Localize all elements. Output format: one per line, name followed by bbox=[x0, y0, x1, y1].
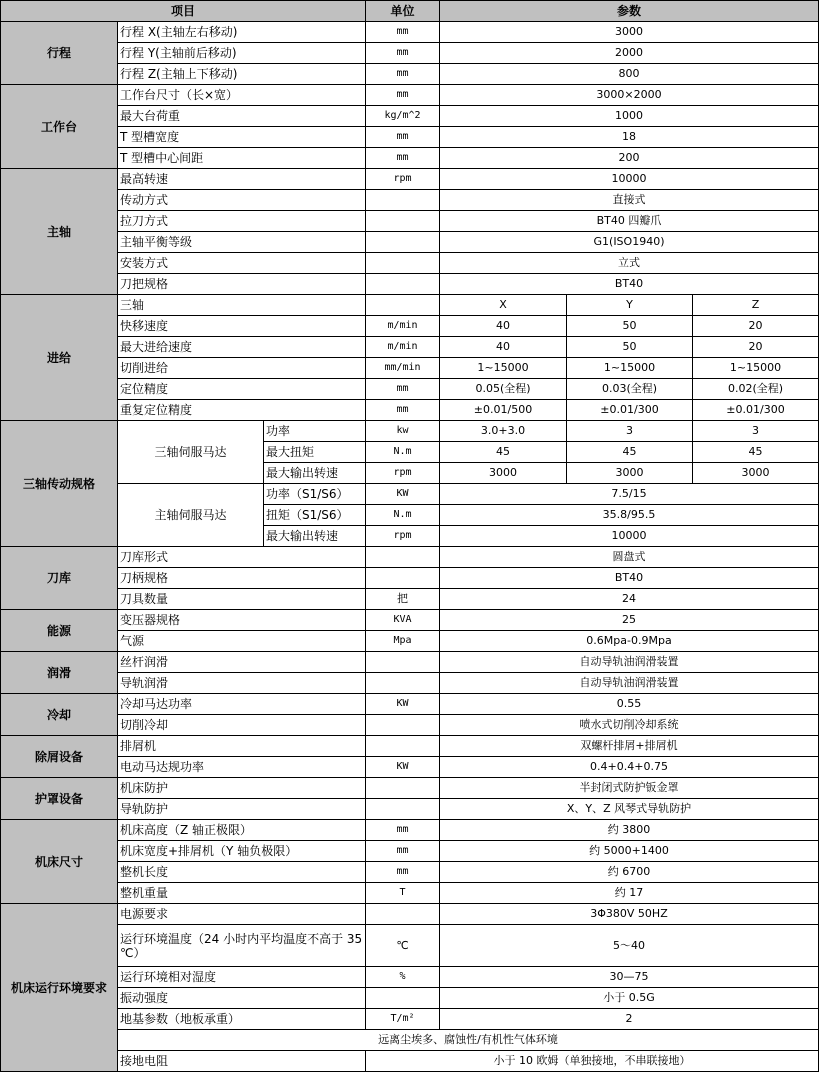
row-value: 0.6Mpa-0.9Mpa bbox=[440, 631, 819, 652]
row-name: 运行环境温度（24 小时内平均温度不高于 35 ℃） bbox=[118, 925, 366, 967]
axis-x: X bbox=[440, 295, 567, 316]
row-name: 机床高度（Z 轴正极限） bbox=[118, 820, 366, 841]
row-name: 切削进给 bbox=[118, 358, 366, 379]
category-worktable: 工作台 bbox=[1, 85, 118, 169]
row-value: 2 bbox=[440, 1009, 819, 1030]
row-value: BT40 bbox=[440, 274, 819, 295]
row-name: 接地电阻 bbox=[118, 1051, 366, 1072]
table-row bbox=[1, 799, 819, 820]
row-value: 24 bbox=[440, 589, 819, 610]
row-unit bbox=[366, 232, 440, 253]
row-unit bbox=[366, 988, 440, 1009]
row-unit bbox=[366, 295, 440, 316]
category-feed: 进给 bbox=[1, 295, 118, 421]
table-row bbox=[1, 988, 819, 1009]
row-unit: m/min bbox=[366, 316, 440, 337]
table-row bbox=[1, 904, 819, 925]
row-unit: mm/min bbox=[366, 358, 440, 379]
row-unit: % bbox=[366, 967, 440, 988]
row-unit: T bbox=[366, 883, 440, 904]
row-name: 刀柄规格 bbox=[118, 568, 366, 589]
row-value: 小于 0.5G bbox=[440, 988, 819, 1009]
row-name: 机床防护 bbox=[118, 778, 366, 799]
table-row bbox=[1, 253, 819, 274]
row-unit: rpm bbox=[366, 526, 440, 547]
row-unit: T/m² bbox=[366, 1009, 440, 1030]
row-value: 10000 bbox=[440, 169, 819, 190]
row-name: 行程 X(主轴左右移动) bbox=[118, 22, 366, 43]
row-value: 25 bbox=[440, 610, 819, 631]
row-value: 小于 10 欧姆（单独接地，不串联接地） bbox=[366, 1051, 819, 1072]
row-unit bbox=[366, 547, 440, 568]
row-unit: rpm bbox=[366, 463, 440, 484]
row-unit: mm bbox=[366, 127, 440, 148]
row-unit: rpm bbox=[366, 169, 440, 190]
row-name: 行程 Y(主轴前后移动) bbox=[118, 43, 366, 64]
category-cooling: 冷却 bbox=[1, 694, 118, 736]
row-name: 刀把规格 bbox=[118, 274, 366, 295]
row-name: 刀库形式 bbox=[118, 547, 366, 568]
row-unit: ℃ bbox=[366, 925, 440, 967]
category-travel: 行程 bbox=[1, 22, 118, 85]
value-y: 50 bbox=[567, 316, 693, 337]
category-chip: 除屑设备 bbox=[1, 736, 118, 778]
table-row bbox=[1, 421, 819, 442]
row-name: 功率（S1/S6） bbox=[264, 484, 366, 505]
value-z: ±0.01/300 bbox=[693, 400, 819, 421]
row-value: BT40 四瓣爪 bbox=[440, 211, 819, 232]
table-row bbox=[1, 169, 819, 190]
row-value: 7.5/15 bbox=[440, 484, 819, 505]
row-unit: mm bbox=[366, 85, 440, 106]
value-z: 1~15000 bbox=[693, 358, 819, 379]
row-name: 气源 bbox=[118, 631, 366, 652]
environment-note: 远离尘埃多、腐蚀性/有机性气体环境 bbox=[118, 1030, 819, 1051]
table-row bbox=[1, 568, 819, 589]
category-magazine: 刀库 bbox=[1, 547, 118, 610]
row-unit: kg/m^2 bbox=[366, 106, 440, 127]
row-name: 扭矩（S1/S6） bbox=[264, 505, 366, 526]
row-value: 3000 bbox=[440, 22, 819, 43]
value-y: 45 bbox=[567, 442, 693, 463]
axis-y: Y bbox=[567, 295, 693, 316]
row-unit: mm bbox=[366, 64, 440, 85]
table-row bbox=[1, 358, 819, 379]
row-name: 机床宽度+排屑机（Y 轴负极限） bbox=[118, 841, 366, 862]
value-z: 3 bbox=[693, 421, 819, 442]
spindle-servo-label: 主轴伺服马达 bbox=[118, 484, 264, 547]
value-x: 3000 bbox=[440, 463, 567, 484]
table-row bbox=[1, 589, 819, 610]
table-row bbox=[1, 631, 819, 652]
row-value: 18 bbox=[440, 127, 819, 148]
category-guard: 护罩设备 bbox=[1, 778, 118, 820]
value-x: 40 bbox=[440, 337, 567, 358]
row-unit: Mpa bbox=[366, 631, 440, 652]
row-unit: KW bbox=[366, 694, 440, 715]
row-name: 行程 Z(主轴上下移动) bbox=[118, 64, 366, 85]
row-value: 3Φ380V 50HZ bbox=[440, 904, 819, 925]
table-row bbox=[1, 967, 819, 988]
table-row bbox=[1, 883, 819, 904]
row-name: 快移速度 bbox=[118, 316, 366, 337]
table-row bbox=[1, 610, 819, 631]
table-row bbox=[1, 295, 819, 316]
row-unit: mm bbox=[366, 820, 440, 841]
table-row bbox=[1, 652, 819, 673]
row-unit bbox=[366, 799, 440, 820]
table-row bbox=[1, 85, 819, 106]
value-y: ±0.01/300 bbox=[567, 400, 693, 421]
row-unit bbox=[366, 673, 440, 694]
header-item: 项目 bbox=[1, 1, 366, 22]
row-value: 圆盘式 bbox=[440, 547, 819, 568]
row-value: 1000 bbox=[440, 106, 819, 127]
header-unit: 单位 bbox=[366, 1, 440, 22]
row-name: 最高转速 bbox=[118, 169, 366, 190]
row-unit: m/min bbox=[366, 337, 440, 358]
row-unit bbox=[366, 568, 440, 589]
row-unit: mm bbox=[366, 862, 440, 883]
row-name: 拉刀方式 bbox=[118, 211, 366, 232]
table-row bbox=[1, 778, 819, 799]
row-name: 工作台尺寸（长×宽） bbox=[118, 85, 366, 106]
row-value: 自动导轨油润滑装置 bbox=[440, 673, 819, 694]
row-name: 三轴 bbox=[118, 295, 366, 316]
value-y: 50 bbox=[567, 337, 693, 358]
row-unit: 把 bbox=[366, 589, 440, 610]
table-row bbox=[1, 484, 819, 505]
row-unit: KW bbox=[366, 484, 440, 505]
row-value: 800 bbox=[440, 64, 819, 85]
table-row bbox=[1, 190, 819, 211]
category-size: 机床尺寸 bbox=[1, 820, 118, 904]
row-unit bbox=[366, 253, 440, 274]
table-row bbox=[1, 127, 819, 148]
row-value: X、Y、Z 风琴式导轨防护 bbox=[440, 799, 819, 820]
table-row bbox=[1, 1030, 819, 1051]
row-name: 功率 bbox=[264, 421, 366, 442]
value-x: 45 bbox=[440, 442, 567, 463]
row-value: 200 bbox=[440, 148, 819, 169]
row-value: 约 17 bbox=[440, 883, 819, 904]
row-name: 主轴平衡等级 bbox=[118, 232, 366, 253]
row-value: 直接式 bbox=[440, 190, 819, 211]
table-row bbox=[1, 673, 819, 694]
row-unit: N.m bbox=[366, 442, 440, 463]
value-x: 40 bbox=[440, 316, 567, 337]
row-value: 自动导轨油润滑装置 bbox=[440, 652, 819, 673]
row-name: 最大进给速度 bbox=[118, 337, 366, 358]
row-name: T 型槽宽度 bbox=[118, 127, 366, 148]
row-name: 最大扭矩 bbox=[264, 442, 366, 463]
header-row bbox=[1, 1, 819, 22]
row-value: 5～40 bbox=[440, 925, 819, 967]
row-value: 约 5000+1400 bbox=[440, 841, 819, 862]
row-unit bbox=[366, 778, 440, 799]
table-row bbox=[1, 736, 819, 757]
row-unit: mm bbox=[366, 148, 440, 169]
row-unit: mm bbox=[366, 43, 440, 64]
row-value: 喷水式切削冷却系统 bbox=[440, 715, 819, 736]
axis-z: Z bbox=[693, 295, 819, 316]
row-unit: mm bbox=[366, 400, 440, 421]
table-row bbox=[1, 379, 819, 400]
servo3-label: 三轴伺服马达 bbox=[118, 421, 264, 484]
category-energy: 能源 bbox=[1, 610, 118, 652]
row-unit: mm bbox=[366, 841, 440, 862]
row-value: 35.8/95.5 bbox=[440, 505, 819, 526]
table-row bbox=[1, 925, 819, 967]
value-y: 0.03(全程) bbox=[567, 379, 693, 400]
row-name: 定位精度 bbox=[118, 379, 366, 400]
row-unit bbox=[366, 652, 440, 673]
table-row bbox=[1, 841, 819, 862]
table-row bbox=[1, 547, 819, 568]
value-x: 1~15000 bbox=[440, 358, 567, 379]
row-value: BT40 bbox=[440, 568, 819, 589]
table-row bbox=[1, 862, 819, 883]
row-unit: KW bbox=[366, 757, 440, 778]
row-name: 传动方式 bbox=[118, 190, 366, 211]
row-name: 冷却马达功率 bbox=[118, 694, 366, 715]
table-row bbox=[1, 757, 819, 778]
category-spindle: 主轴 bbox=[1, 169, 118, 295]
row-unit: KVA bbox=[366, 610, 440, 631]
table-row bbox=[1, 694, 819, 715]
table-row bbox=[1, 232, 819, 253]
value-z: 0.02(全程) bbox=[693, 379, 819, 400]
row-unit bbox=[366, 736, 440, 757]
row-name: 最大输出转速 bbox=[264, 526, 366, 547]
value-y: 3000 bbox=[567, 463, 693, 484]
table-row bbox=[1, 400, 819, 421]
row-unit bbox=[366, 274, 440, 295]
row-name: 切削冷却 bbox=[118, 715, 366, 736]
value-x: ±0.01/500 bbox=[440, 400, 567, 421]
row-name: 电源要求 bbox=[118, 904, 366, 925]
row-name: 排屑机 bbox=[118, 736, 366, 757]
row-value: G1(ISO1940) bbox=[440, 232, 819, 253]
table-row bbox=[1, 715, 819, 736]
table-row bbox=[1, 1051, 819, 1072]
row-unit bbox=[366, 211, 440, 232]
row-value: 立式 bbox=[440, 253, 819, 274]
row-name: 刀具数量 bbox=[118, 589, 366, 610]
row-unit: mm bbox=[366, 379, 440, 400]
row-value: 约 3800 bbox=[440, 820, 819, 841]
row-value: 2000 bbox=[440, 43, 819, 64]
table-row bbox=[1, 148, 819, 169]
row-name: 整机重量 bbox=[118, 883, 366, 904]
table-row bbox=[1, 211, 819, 232]
row-value: 半封闭式防护钣金罩 bbox=[440, 778, 819, 799]
row-value: 10000 bbox=[440, 526, 819, 547]
table-row bbox=[1, 1009, 819, 1030]
row-value: 约 6700 bbox=[440, 862, 819, 883]
category-environment: 机床运行环境要求 bbox=[1, 904, 118, 1072]
row-unit: kw bbox=[366, 421, 440, 442]
table-row bbox=[1, 22, 819, 43]
row-name: 最大输出转速 bbox=[264, 463, 366, 484]
row-name: 电动马达规功率 bbox=[118, 757, 366, 778]
row-unit: N.m bbox=[366, 505, 440, 526]
row-name: 运行环境相对湿度 bbox=[118, 967, 366, 988]
row-name: T 型槽中心间距 bbox=[118, 148, 366, 169]
row-value: 双螺杆排屑+排屑机 bbox=[440, 736, 819, 757]
row-name: 整机长度 bbox=[118, 862, 366, 883]
value-y: 3 bbox=[567, 421, 693, 442]
value-z: 45 bbox=[693, 442, 819, 463]
table-row bbox=[1, 43, 819, 64]
row-value: 0.55 bbox=[440, 694, 819, 715]
table-row bbox=[1, 316, 819, 337]
table-row bbox=[1, 274, 819, 295]
row-name: 最大台荷重 bbox=[118, 106, 366, 127]
value-z: 3000 bbox=[693, 463, 819, 484]
category-lube: 润滑 bbox=[1, 652, 118, 694]
row-name: 导轨防护 bbox=[118, 799, 366, 820]
row-unit bbox=[366, 190, 440, 211]
row-name: 振动强度 bbox=[118, 988, 366, 1009]
row-name: 丝杆润滑 bbox=[118, 652, 366, 673]
row-unit bbox=[366, 715, 440, 736]
row-unit: mm bbox=[366, 22, 440, 43]
table-row bbox=[1, 820, 819, 841]
table-row bbox=[1, 337, 819, 358]
value-z: 20 bbox=[693, 337, 819, 358]
table-row bbox=[1, 64, 819, 85]
row-name: 变压器规格 bbox=[118, 610, 366, 631]
row-unit bbox=[366, 904, 440, 925]
row-value: 0.4+0.4+0.75 bbox=[440, 757, 819, 778]
row-name: 地基参数（地板承重） bbox=[118, 1009, 366, 1030]
category-drive: 三轴传动规格 bbox=[1, 421, 118, 547]
header-param: 参数 bbox=[440, 1, 819, 22]
row-value: 30—75 bbox=[440, 967, 819, 988]
row-value: 3000×2000 bbox=[440, 85, 819, 106]
row-name: 安装方式 bbox=[118, 253, 366, 274]
table-row bbox=[1, 106, 819, 127]
row-name: 导轨润滑 bbox=[118, 673, 366, 694]
value-x: 0.05(全程) bbox=[440, 379, 567, 400]
row-name: 重复定位精度 bbox=[118, 400, 366, 421]
value-y: 1~15000 bbox=[567, 358, 693, 379]
value-x: 3.0+3.0 bbox=[440, 421, 567, 442]
value-z: 20 bbox=[693, 316, 819, 337]
